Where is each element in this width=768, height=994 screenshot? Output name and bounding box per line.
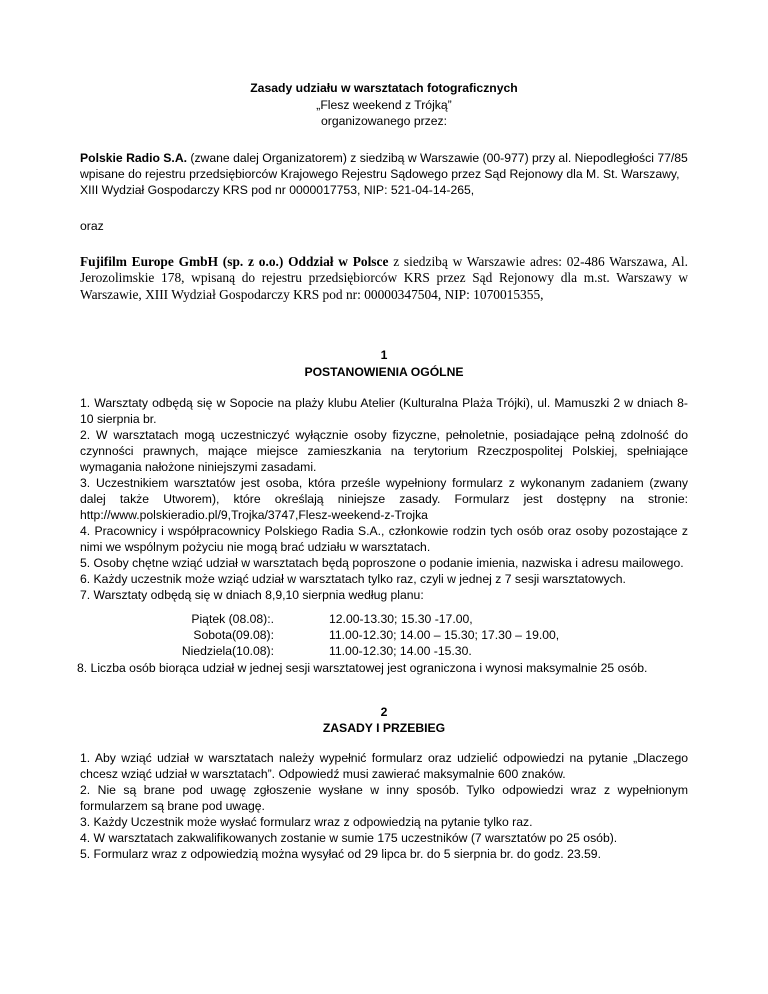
section2-heading: ZASADY I PRZEBIEG bbox=[322, 721, 446, 735]
section2-header bbox=[80, 704, 688, 736]
conjunction-text: oraz bbox=[80, 218, 104, 233]
organizer-polskie-radio bbox=[80, 150, 688, 198]
workshop-schedule bbox=[138, 611, 688, 659]
list-item: 8. Liczba osób biorąca udział w jednej sesji warsztatowej jest ograniczona i wynosi maksymalnie 25 osób. bbox=[77, 661, 648, 675]
organizer-intro: organizowanego przez: bbox=[320, 114, 448, 128]
document-header bbox=[80, 80, 688, 130]
document-title: Zasady udziału w warsztatach fotograficznych bbox=[250, 81, 518, 95]
document-page bbox=[77, 70, 689, 862]
list-item: 1. Aby wziąć udział w warsztatach należy wypełnić formularz oraz udzielić odpowiedzi na pytanie „Dlaczego chcesz wziąć udział w warsztatach”. Odpowiedź musi zawierać maksymalnie 600 znaków. bbox=[80, 751, 688, 781]
schedule-times: 11.00-12.30; 14.00 -15.30. bbox=[329, 644, 472, 658]
organizer2-name: Fujifilm Europe GmbH (sp. z o.o.) Oddział w Polsce bbox=[80, 253, 389, 269]
organizer1-description: (zwane dalej Organizatorem) z siedzibą w Warszawie (00-977) przy al. Niepodległości 77/85 wpisane do rejestru przedsiębiorców Krajowego Rejestru Sądowego przez Sąd Rejonowy dla M. St. Warszawy, XIII Wydział Gospodarczy KRS pod nr 0000017753, NIP: 521-04-14-265, bbox=[80, 150, 688, 197]
organizer1-name: Polskie Radio S.A. bbox=[80, 150, 188, 165]
section2-number: 2 bbox=[380, 705, 388, 719]
list-item: 4. Pracownicy i współpracownicy Polskiego Radia S.A., członkowie rodzin tych osób oraz osoby pozostające z nimi we wspólnym pożyciu nie mogą brać udziału w warsztatach. bbox=[80, 524, 688, 554]
section1-number: 1 bbox=[380, 348, 388, 362]
list-item: 4. W warsztatach zakwalifikowanych zostanie w sumie 175 uczestników (7 warsztatów po 25 osób). bbox=[80, 831, 618, 845]
schedule-times: 11.00-12.30; 14.00 – 15.30; 17.30 – 19.00, bbox=[329, 628, 560, 642]
schedule-day: Piątek (08.08):. bbox=[191, 612, 274, 626]
list-item: 5. Osoby chętne wziąć udział w warsztatach będą poproszone o podanie imienia, nazwiska i adresu mailowego. bbox=[80, 556, 684, 570]
list-item: 2. W warsztatach mogą uczestniczyć wyłącznie osoby fizyczne, pełnoletnie, posiadające pełną zdolność do czynności prawnych, mające miejsce zamieszkania na terytorium Rzeczpospolitej Polskiej, spełniające wymagania nałożone niniejszymi zasadami. bbox=[80, 428, 688, 474]
list-item: 6. Każdy uczestnik może wziąć udział w warsztatach tylko raz, czyli w jednej z 7 sesji warsztatowych. bbox=[80, 572, 626, 586]
list-item: 5. Formularz wraz z odpowiedzią można wysyłać od 29 lipca br. do 5 sierpnia br. do godz. 23.59. bbox=[80, 847, 601, 861]
list-item: 3. Uczestnikiem warsztatów jest osoba, która prześle wypełniony formularz z wykonanym zadaniem (zwany dalej także Utworem), które określają niniejsze zasady. Formularz jest dostępny na stronie: http://www.polskieradio.pl/9,Trojka/3747,Flesz-weekend-z-Trojka bbox=[80, 476, 688, 522]
list-item: 1. Warsztaty odbędą się w Sopocie na plaży klubu Atelier (Kulturalna Plaża Trójki), ul. Mamuszki 2 w dniach 8-10 sierpnia br. bbox=[80, 396, 688, 426]
list-item: 3. Każdy Uczestnik może wysłać formularz wraz z odpowiedzią na pytanie tylko raz. bbox=[80, 815, 533, 829]
section1-header bbox=[80, 347, 688, 381]
schedule-times: 12.00-13.30; 15.30 -17.00, bbox=[329, 612, 473, 626]
organizer2-description: z siedzibą w Warszawie adres: 02-486 Warszawa, Al. Jerozolimskie 178, wpisaną do rejestru przedsiębiorców KRS przez Sąd Rejonowy dla m.st. Warszawy w Warszawie, XIII Wydział Gospodarczy KRS pod nr: 00000347504, NIP: 1070015355, bbox=[80, 253, 689, 302]
schedule-day: Niedziela(10.08): bbox=[181, 644, 274, 658]
section1-list bbox=[80, 395, 688, 603]
section1-heading: POSTANOWIENIA OGÓLNE bbox=[304, 365, 464, 379]
organizer-fujifilm bbox=[80, 254, 688, 304]
document-subtitle: „Flesz weekend z Trójką” bbox=[316, 97, 452, 112]
list-item: 7. Warsztaty odbędą się w dniach 8,9,10 sierpnia według planu: bbox=[80, 588, 424, 602]
section2-list bbox=[80, 750, 688, 862]
list-item: 2. Nie są brane pod uwagę zgłoszenie wysłane w inny sposób. Tylko odpowiedzi wraz z wypełnionym formularzem są brane pod uwagę. bbox=[80, 783, 688, 813]
schedule-day: Sobota(09.08): bbox=[193, 628, 274, 642]
